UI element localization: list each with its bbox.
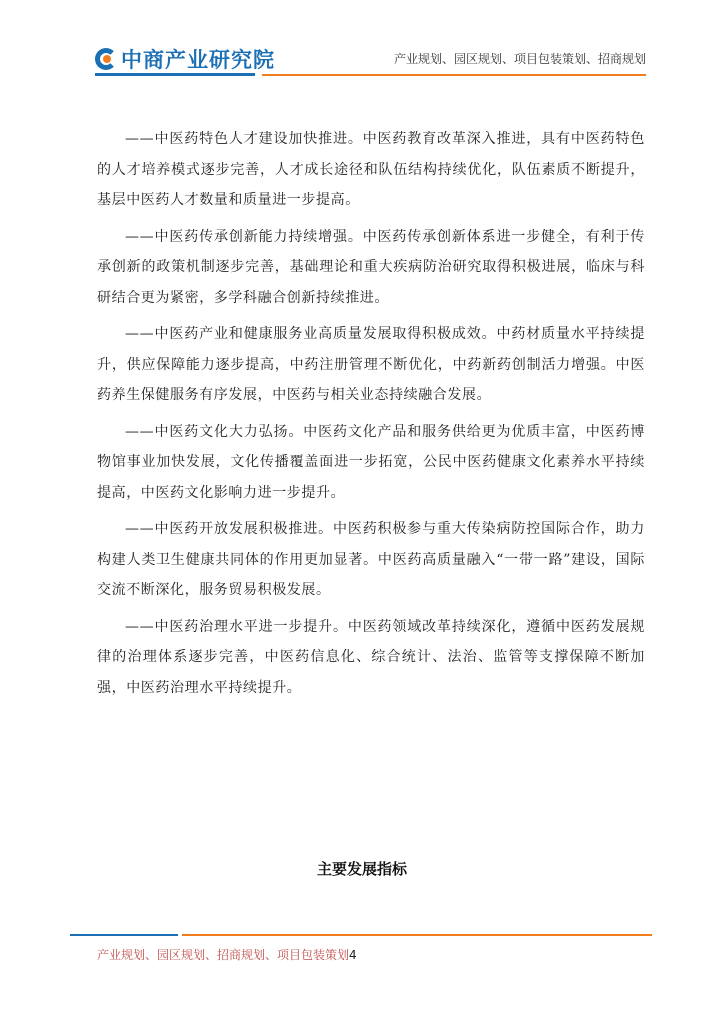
logo bbox=[95, 44, 275, 74]
logo-text: 中商产业研究院 bbox=[121, 48, 275, 72]
paragraph-talent: ——中医药特色人才建设加快推进。中医药教育改革深入推进，具有中医药特色的人才培养模式逐步完善，人才成长途径和队伍结构持续优化，队伍素质不断提升，基层中医药人才数量和质量进一步提高。 bbox=[97, 131, 645, 208]
section-title: 主要发展指标 bbox=[316, 860, 407, 878]
footer-divider-orange bbox=[182, 934, 652, 936]
footer-text: 产业规划、园区规划、招商规划、项目包装策划 bbox=[97, 948, 350, 962]
paragraph-industry: ——中医药产业和健康服务业高质量发展取得积极成效。中药材质量水平持续提升，供应保障能力逐步提高，中药注册管理不断优化，中药新药创制活力增强。中医药养生保健服务有序发展，中医药与相关业态持续融合发展。 bbox=[97, 326, 645, 403]
header-divider-orange bbox=[262, 74, 646, 76]
paragraph-culture: ——中医药文化大力弘扬。中医药文化产品和服务供给更为优质丰富，中医药博物馆事业加快发展，文化传播覆盖面进一步拓宽，公民中医药健康文化素养水平持续提高，中医药文化影响力进一步提升。 bbox=[97, 423, 645, 501]
header-tagline: 产业规划、园区规划、项目包装策划、招商规划 bbox=[393, 52, 646, 66]
footer-divider-blue bbox=[70, 934, 178, 936]
header-divider-blue bbox=[95, 73, 255, 76]
page-footer bbox=[97, 946, 357, 963]
paragraph-innovation: ——中医药传承创新能力持续增强。中医药传承创新体系进一步健全，有利于传承创新的政策机制逐步完善，基础理论和重大疾病防治研究取得积极进展，临床与科研结合更为紧密，多学科融合创新持续推进。 bbox=[97, 228, 645, 306]
body-content bbox=[97, 124, 645, 709]
page-header bbox=[0, 0, 724, 84]
paragraph-governance: ——中医药治理水平进一步提升。中医药领域改革持续深化，遵循中医药发展规律的治理体系逐步完善，中医药信息化、综合统计、法治、监管等支撑保障不断加强，中医药治理水平持续提升。 bbox=[97, 618, 645, 696]
paragraph-opening: ——中医药开放发展积极推进。中医药积极参与重大传染病防控国际合作，助力构建人类卫生健康共同体的作用更加显著。中医药高质量融入“一带一路”建设，国际交流不断深化，服务贸易积极发展。 bbox=[97, 521, 645, 598]
page-number: 4 bbox=[349, 948, 357, 962]
logo-icon bbox=[95, 48, 117, 70]
